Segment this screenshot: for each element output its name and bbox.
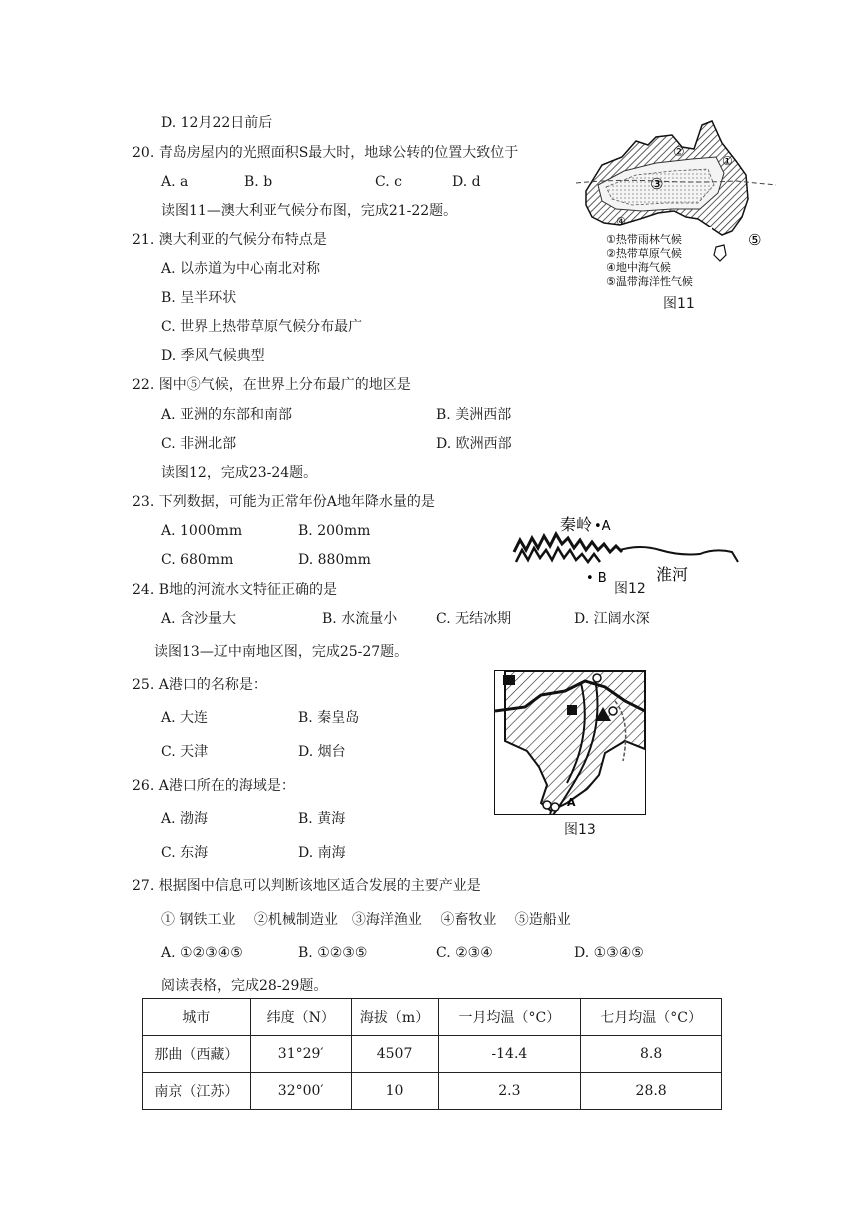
table-row <box>143 1073 722 1110</box>
q27-statements: ① 钢铁工业 ②机械制造业 ③海洋渔业 ④畜牧业 ⑤造船业 <box>161 912 571 928</box>
q27-option-b: B. ①②③⑤ <box>298 945 368 961</box>
table-header-row <box>143 999 722 1036</box>
q26-option-b: B. 黄海 <box>298 811 346 827</box>
cell-jul-temp: 28.8 <box>581 1073 722 1110</box>
col-header-altitude: 海拔（m） <box>351 999 438 1036</box>
climate-marker-2: ② <box>673 145 685 160</box>
cell-jan-temp: 2.3 <box>438 1073 581 1110</box>
q22-option-d: D. 欧洲西部 <box>436 436 512 452</box>
q22-option-a: A. 亚洲的东部和南部 <box>161 407 293 423</box>
q27-option-d: D. ①③④⑤ <box>574 945 644 961</box>
australia-map-graphic <box>576 113 776 313</box>
legend-item-2: ②热带草原气候 <box>606 247 682 260</box>
climate-marker-4: ④ <box>616 215 626 228</box>
figure-13-caption: 图13 <box>564 822 596 838</box>
q24-option-a: A. 含沙量大 <box>161 611 237 627</box>
cell-latitude: 31°29′ <box>250 1036 351 1073</box>
point-b-label: • B <box>586 571 607 586</box>
question-24: 24. B地的河流水文特征正确的是 <box>132 582 338 598</box>
question-27: 27. 根据图中信息可以判断该地区适合发展的主要产业是 <box>132 878 481 894</box>
q26-option-a: A. 渤海 <box>161 811 209 827</box>
cell-city: 南京（江苏） <box>143 1073 251 1110</box>
figure-12-caption: 图12 <box>614 581 646 597</box>
q19-option-d: D. 12月22日前后 <box>161 115 273 131</box>
q26-option-c: C. 东海 <box>161 845 209 861</box>
q20-option-c: C. c <box>375 174 402 190</box>
legend-item-5: ⑤温带海洋性气候 <box>606 275 693 288</box>
q22-option-b: B. 美洲西部 <box>436 407 512 423</box>
question-20: 20. 青岛房屋内的光照面积S最大时，地球公转的位置大致位于 <box>132 145 519 161</box>
table-row <box>143 1036 722 1073</box>
port-a-label: A <box>567 796 576 809</box>
q22-option-c: C. 非洲北部 <box>161 436 237 452</box>
qinling-label: 秦岭 <box>560 515 593 534</box>
q21-option-d: D. 季风气候典型 <box>161 348 265 364</box>
legend-item-4: ④地中海气候 <box>606 261 671 274</box>
reading-prompt-table: 阅读表格，完成28-29题。 <box>161 978 328 994</box>
question-23: 23. 下列数据，可能为正常年份A地年降水量的是 <box>132 494 435 510</box>
cell-jan-temp: -14.4 <box>438 1036 581 1073</box>
cell-city: 那曲（西藏） <box>143 1036 251 1073</box>
cell-jul-temp: 8.8 <box>581 1036 722 1073</box>
q27-option-c: C. ②③④ <box>436 945 493 961</box>
figure-13-liaozhongnan-map <box>494 670 646 815</box>
q20-option-b: B. b <box>244 174 273 190</box>
q21-option-c: C. 世界上热带草原气候分布最广 <box>161 319 363 335</box>
question-21: 21. 澳大利亚的气候分布特点是 <box>132 232 327 248</box>
liaozhongnan-graphic <box>495 671 645 814</box>
q21-option-a: A. 以赤道为中心南北对称 <box>161 261 321 277</box>
q20-option-a: A. a <box>161 174 189 190</box>
q24-option-b: B. 水流量小 <box>322 611 398 627</box>
reading-prompt-fig12: 读图12，完成23-24题。 <box>161 465 318 481</box>
q25-option-a: A. 大连 <box>161 710 209 726</box>
q23-option-d: D. 880mm <box>298 552 371 568</box>
cell-altitude: 4507 <box>351 1036 438 1073</box>
q25-option-c: C. 天津 <box>161 744 209 760</box>
city-climate-table <box>142 998 722 1110</box>
q24-option-c: C. 无结冰期 <box>436 611 512 627</box>
climate-marker-1: ① <box>722 154 733 168</box>
q24-option-d: D. 江阔水深 <box>574 611 650 627</box>
cell-latitude: 32°00′ <box>250 1073 351 1110</box>
climate-marker-5: ⑤ <box>748 231 762 249</box>
figure-11-australia-climate-map <box>576 113 776 313</box>
huaihe-label: 淮河 <box>656 565 689 584</box>
q27-option-a: A. ①②③④⑤ <box>161 945 243 961</box>
q21-option-b: B. 呈半环状 <box>161 290 237 306</box>
q23-option-b: B. 200mm <box>298 523 371 539</box>
q23-option-a: A. 1000mm <box>161 523 243 539</box>
q25-option-d: D. 烟台 <box>298 744 346 760</box>
reading-prompt-fig11: 读图11—澳大利亚气候分布图，完成21-22题。 <box>161 203 458 219</box>
climate-marker-3: ③ <box>650 175 664 193</box>
question-25: 25. A港口的名称是： <box>132 677 267 693</box>
reading-prompt-fig13: 读图13—辽中南地区图，完成25-27题。 <box>154 644 409 660</box>
figure-11-caption: 图11 <box>663 296 695 312</box>
question-22: 22. 图中⑤气候，在世界上分布最广的地区是 <box>132 377 411 393</box>
col-header-jan-temp: 一月均温（°C） <box>438 999 581 1036</box>
point-a-label: •A <box>594 519 611 534</box>
q25-option-b: B. 秦皇岛 <box>298 710 360 726</box>
q23-option-c: C. 680mm <box>161 552 234 568</box>
legend-item-1: ①热带雨林气候 <box>606 233 682 246</box>
col-header-jul-temp: 七月均温（°C） <box>581 999 722 1036</box>
question-26: 26. A港口所在的海域是： <box>132 778 295 794</box>
q20-option-d: D. d <box>452 174 481 190</box>
col-header-city: 城市 <box>143 999 251 1036</box>
col-header-latitude: 纬度（N） <box>250 999 351 1036</box>
q26-option-d: D. 南海 <box>298 845 346 861</box>
cell-altitude: 10 <box>351 1073 438 1110</box>
